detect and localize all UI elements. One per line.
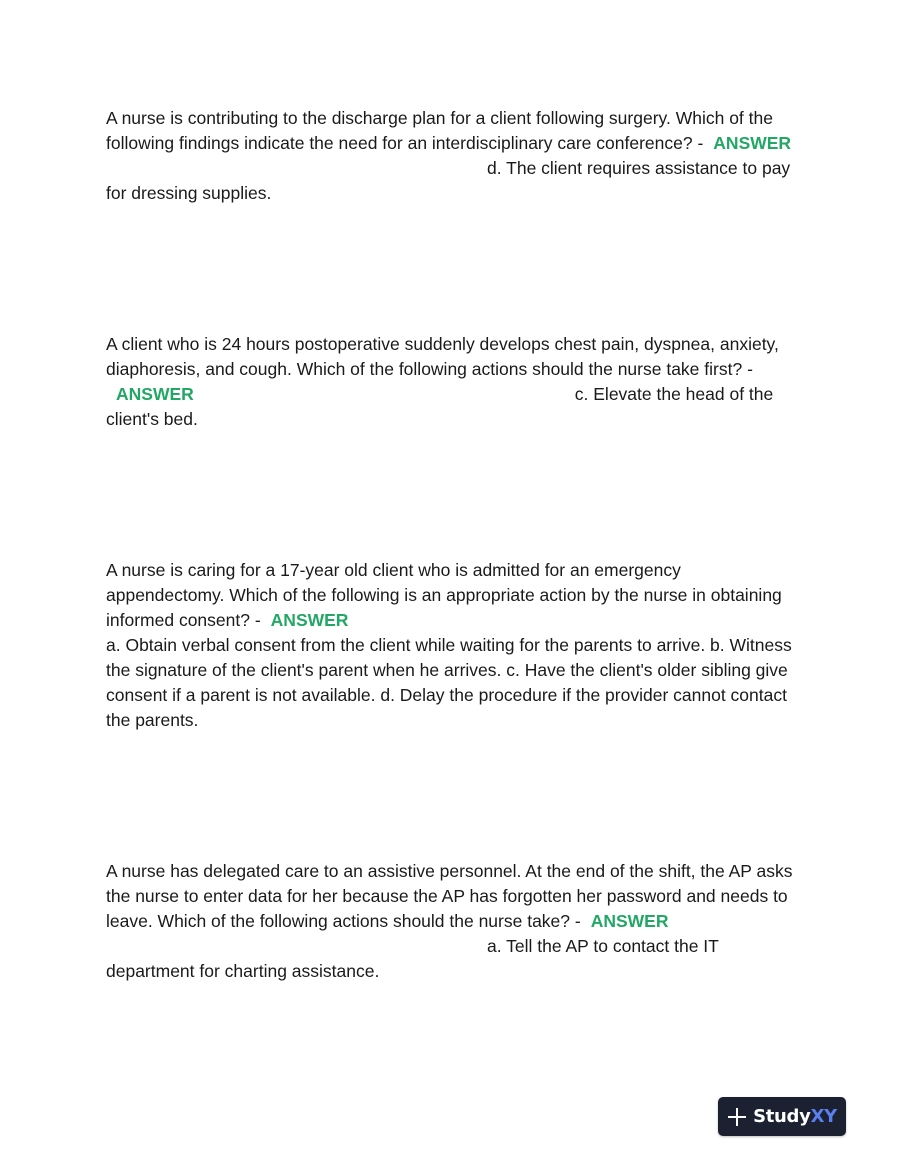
answer-label: ANSWER xyxy=(116,384,194,404)
answer-text: d. The client requires assistance to pay for dressing supplies. xyxy=(106,158,791,203)
question-text: A client who is 24 hours postoperative suddenly develops chest pain, dyspnea, anxiety, diaphoresis, and cough. Which of the following actions should the nurse take first? - xyxy=(106,334,779,379)
answer-text: a. Obtain verbal consent from the client while waiting for the parents to arrive. b. Witness the signature of the client's parent when he arrives. c. Have the client's older sibling give consent if a parent is not available. d. Delay the procedure if the provider cannot contact the parents. xyxy=(106,635,792,730)
document-page xyxy=(106,106,796,984)
question-text: A nurse has delegated care to an assistive personnel. At the end of the shift, the AP asks the nurse to enter data for her because the AP has forgotten her password and needs to leave. Which of the following actions should the nurse take? - xyxy=(106,861,793,931)
answer-label: ANSWER xyxy=(713,133,792,153)
question-text: A nurse is caring for a 17-year old client who is admitted for an emergency appendectomy. Which of the following is an appropriate action by the nurse in obtaining informed consent? - xyxy=(106,560,782,630)
logo-text: StudyXY xyxy=(753,1106,837,1127)
answer-text: c. Elevate the head of the client's bed. xyxy=(106,384,774,429)
question-block-1 xyxy=(106,106,796,206)
question-block-3 xyxy=(106,558,796,733)
question-text: A nurse is contributing to the discharge plan for a client following surgery. Which of the following findings indicate the need for an interdisciplinary care conference? - xyxy=(106,108,773,153)
studyxy-logo[interactable] xyxy=(718,1097,846,1136)
question-block-2 xyxy=(106,332,796,432)
plus-icon xyxy=(727,1107,747,1127)
answer-text: a. Tell the AP to contact the IT department for charting assistance. xyxy=(106,936,719,981)
answer-label: ANSWER xyxy=(590,911,669,931)
question-block-4 xyxy=(106,859,796,984)
answer-label: ANSWER xyxy=(270,610,349,630)
